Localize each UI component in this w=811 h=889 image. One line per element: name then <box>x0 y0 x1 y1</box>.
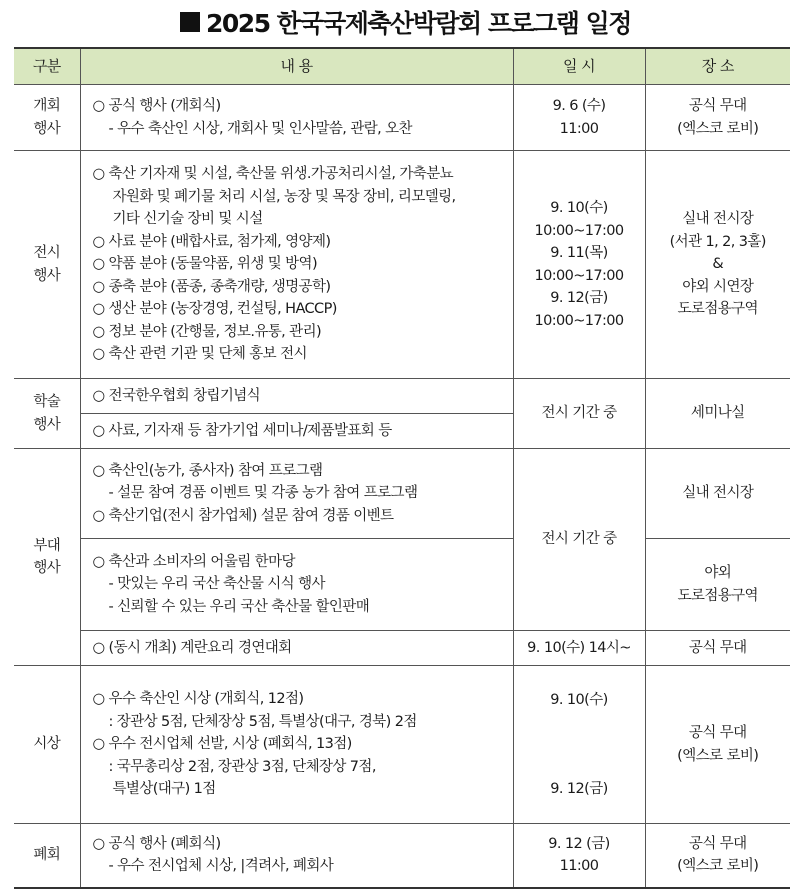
place-exhibition: 실내 전시장 (서관 1, 2, 3홀) & 야외 시연장 도로점용구역 <box>645 151 790 379</box>
place-awards: 공식 무대 (엑스로 로비) <box>645 666 790 824</box>
date-awards-1: 9. 10(수) <box>550 691 608 708</box>
row-academic-1 <box>14 379 790 414</box>
category-exhibition: 전시 행사 <box>14 151 80 379</box>
square-bullet-icon <box>180 12 200 32</box>
category-closing: 폐회 <box>14 824 80 888</box>
datetime-awards <box>513 666 645 824</box>
header-place: 장 소 <box>645 48 790 85</box>
content-academic-2: ○ 사료, 기자재 등 참가기업 세미나/제품발표회 등 <box>80 414 513 449</box>
place-closing: 공식 무대 (엑스코 로비) <box>645 824 790 888</box>
row-closing <box>14 824 790 888</box>
place-opening: 공식 무대 (엑스코 로비) <box>645 85 790 151</box>
content-academic-1: ○ 전국한우협회 창립기념식 <box>80 379 513 414</box>
row-side-2 <box>14 539 790 631</box>
header-datetime: 일 시 <box>513 48 645 85</box>
category-opening: 개회 행사 <box>14 85 80 151</box>
datetime-side-3: 9. 10(수) 14시~ <box>513 631 645 666</box>
row-awards <box>14 666 790 824</box>
row-side-3 <box>14 631 790 666</box>
date-awards-2: 9. 12(금) <box>550 781 608 797</box>
datetime-side: 전시 기간 중 <box>513 449 645 631</box>
datetime-academic: 전시 기간 중 <box>513 379 645 449</box>
content-side-2: ○ 축산과 소비자의 어울림 한마당 - 맛있는 우리 국산 축산물 시식 행사 - 신뢰할 수 있는 우리 국산 축산물 할인판매 <box>80 539 513 631</box>
schedule-table <box>14 47 790 889</box>
row-exhibition <box>14 151 790 379</box>
row-side-1 <box>14 449 790 539</box>
row-opening <box>14 85 790 151</box>
category-awards: 시상 <box>14 666 80 824</box>
datetime-exhibition: 9. 10(수) 10:00~17:00 9. 11(목) 10:00~17:00 9. 12(금) 10:00~17:00 <box>513 151 645 379</box>
place-side-3: 공식 무대 <box>645 631 790 666</box>
content-side-3: ○ (동시 개최) 계란요리 경연대회 <box>80 631 513 666</box>
header-category: 구분 <box>14 48 80 85</box>
title-text: 2025 한국국제축산박람회 프로그램 일정 <box>206 9 631 38</box>
content-opening: ○ 공식 행사 (개회식) - 우수 축산인 시상, 개회사 및 인사말씀, 관람, 오찬 <box>80 85 513 151</box>
content-closing: ○ 공식 행사 (폐회식) - 우수 전시업체 시상, |격려사, 폐회사 <box>80 824 513 888</box>
content-exhibition: ○ 축산 기자재 및 시설, 축산물 위생.가공처리시설, 가축분뇨 자원화 및 폐기물 처리 시설, 농장 및 목장 장비, 리모델링, 기타 신기술 장비 및 시설 ○ 사료 분야 (배합사료, 첨가제, 영양제) ○ 약품 분야 (동물약품, 위생 및 방역) ○ 종축 분야 (품종, 종축개량, 생명공학) ○ 생산 분야 (농장경영, 컨설팅, HACCP) ○ 정보 분야 (간행물, 정보.유통, 관리) ○ 축산 관련 기관 및 단체 홍보 전시 <box>80 151 513 379</box>
place-academic: 세미나실 <box>645 379 790 449</box>
place-side-2: 야외 도로점용구역 <box>645 539 790 631</box>
content-awards: ○ 우수 축산인 시상 (개회식, 12점) : 장관상 5점, 단체장상 5점, 특별상(대구, 경북) 2점 ○ 우수 전시업체 선발, 시상 (폐회식, 13점) : 국무총리상 2점, 장관상 3점, 단체장상 7점, 특별상(대구) 1점 <box>80 666 513 824</box>
content-side-1: ○ 축산인(농가, 종사자) 참여 프로그램 - 설문 참여 경품 이벤트 및 각종 농가 참여 프로그램 ○ 축산기업(전시 참가업체) 설문 참여 경품 이벤트 <box>80 449 513 539</box>
datetime-opening: 9. 6 (수) 11:00 <box>513 85 645 151</box>
category-academic: 학술 행사 <box>14 379 80 449</box>
header-content: 내 용 <box>80 48 513 85</box>
header-row <box>14 48 790 85</box>
page-title <box>0 0 811 44</box>
datetime-closing: 9. 12 (금) 11:00 <box>513 824 645 888</box>
place-side-1: 실내 전시장 <box>645 449 790 539</box>
category-side: 부대 행사 <box>14 449 80 666</box>
